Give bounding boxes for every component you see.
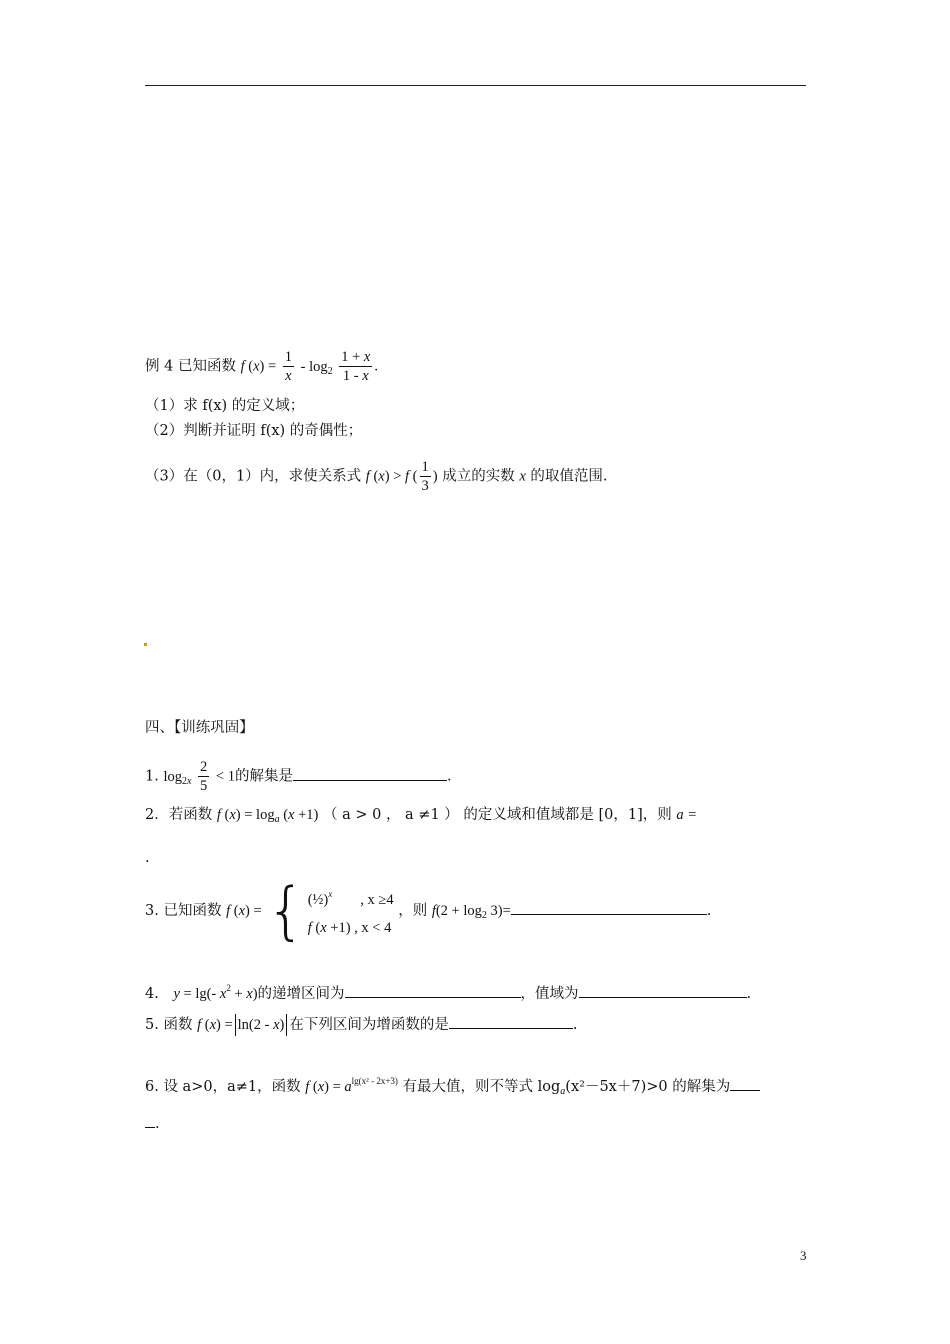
brace-symbol: {	[266, 874, 306, 947]
question-3: 3. 已知函数 f (x) = { (½)$^x$ , x ≥4 f (x +1) , x < 4 ，则 $f(2 + \log_2 3)=$ .	[145, 874, 712, 947]
answer-blank-4b[interactable]	[579, 983, 747, 998]
marker-dot	[144, 643, 147, 646]
frac-1-over-3: $\frac{1}{3}$	[421, 459, 429, 494]
question-6-end: .	[145, 1113, 160, 1134]
question-2: 2．若函数 f $(x) = \log_a (x +1)$ （ a > 0 ， a ≠1 ） 的定义域和值域都是 [0，1]，则 a =	[145, 807, 698, 825]
example4-part2: （2）判断并证明 f(x) 的奇偶性；	[145, 423, 363, 439]
answer-blank-5[interactable]	[449, 1014, 573, 1029]
frac-1px-over-1mx: $\frac{1 + x}{1 - x}$	[341, 349, 371, 384]
answer-blank-6b[interactable]	[145, 1113, 155, 1128]
answer-blank-3[interactable]	[511, 900, 707, 915]
page-number: 3	[800, 1248, 807, 1263]
question-1: 1. $\log_{2x}$ $\frac{2}{5}$ < 1的解集是 .	[145, 759, 452, 794]
question-2-end: .	[145, 850, 150, 866]
frac-2-over-5: $\frac{2}{5}$	[200, 759, 208, 794]
question-6: 6. 设 a>0，a≠1，函数 f $(x) = a^{lg(x^2 - 2x+3)}$ 有最大值，则不等式 $\log_a(x^2-5x+7)>0$ 的解集为	[145, 1071, 760, 1102]
piecewise-cases: (½)$^x$ , x ≥4 f (x +1) , x < 4	[307, 889, 394, 936]
answer-blank-1[interactable]	[293, 766, 447, 781]
example4-function: f	[240, 358, 249, 375]
frac-1-over-x: $\frac{1}{x}$	[284, 349, 292, 384]
example4-part3: （3）在（0，1）内，求使关系式 f (x) > f ( $\frac{1}{3}$ ) 成立的实数 x 的取值范围.	[145, 459, 608, 494]
answer-blank-4a[interactable]	[345, 983, 521, 998]
question-4: 4. y = lg(- $x^2 + x$)的递增区间为 ，值域为 .	[145, 983, 752, 1002]
header-rule	[145, 85, 806, 86]
answer-blank-6[interactable]	[730, 1076, 760, 1091]
example4-intro: 例 4 已知函数	[145, 358, 236, 375]
example4-statement: 例 4 已知函数 f (x) = $\frac{1}{x}$ - $\log_2$ $\frac{1 + x}{1 - x}$ .	[145, 349, 378, 384]
question-5: 5. 函数 f (x) = ln(2 - x) 在下列区间为增函数的是 .	[145, 1014, 577, 1036]
section4-title: 四、【训练巩固】	[145, 720, 254, 736]
example4-part1: （1）求 f(x) 的定义域；	[145, 398, 305, 414]
